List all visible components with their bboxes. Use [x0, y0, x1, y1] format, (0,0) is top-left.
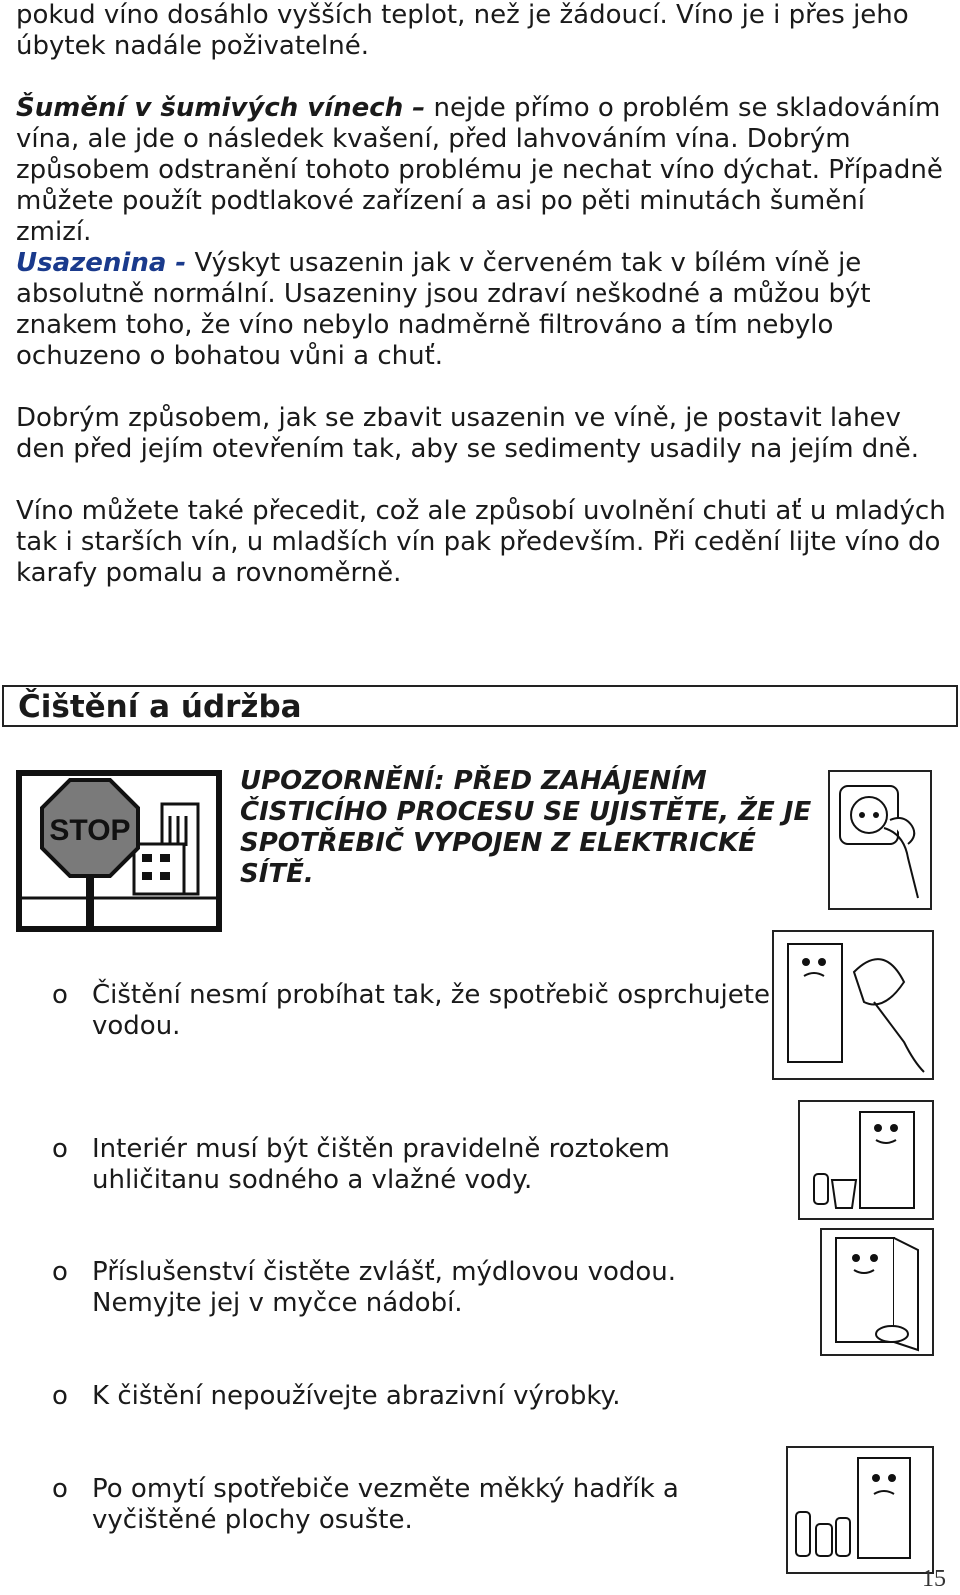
sparkling-lead: Šumění v šumivých vínech – [16, 93, 426, 123]
list-item [52, 1474, 772, 1536]
bullet-text: Příslušenství čistěte zvlášť, mýdlovou vodou. Nemyjte jej v myčce nádobí. [92, 1257, 677, 1318]
bullet-mark: o [52, 980, 68, 1010]
bullet-mark: o [52, 1381, 68, 1411]
section-heading-box [2, 685, 958, 727]
list-item [52, 1134, 772, 1196]
accessories-cleaning-illustration [820, 1228, 934, 1356]
stop-sign-icon [22, 776, 216, 926]
paragraph-temperature: pokud víno dosáhlo vyšších teplot, než je žádoucí. Víno je i přes jeho úbytek nadále poživatelné. [16, 0, 909, 61]
paragraph-remove-sediment: Dobrým způsobem, jak se zbavit usazenin ve víně, je postavit lahev den před jejím otevřením tak, aby se sedimenty usadily na jejím dně. [16, 403, 920, 464]
bullet-mark: o [52, 1257, 68, 1287]
list-item [52, 1381, 772, 1412]
sediment-text: Výskyt usazenin jak v červeném tak v bílém víně je absolutně normální. Usazeniny jsou zdraví neškodné a můžou být znakem toho, že víno nebylo nadměrně filtrováno a tím nebylo ochuzeno o bohatou vůni a chuť. [16, 248, 871, 371]
paragraph-sediment [16, 248, 946, 372]
interior-cleaning-illustration [798, 1100, 934, 1220]
unplug-illustration [828, 770, 932, 910]
socket-plug-icon [830, 772, 930, 908]
fridge-shower-icon [774, 932, 932, 1078]
fridge-bucket-icon [800, 1102, 932, 1218]
sediment-lead: Usazenina - [16, 248, 187, 278]
drying-illustration [786, 1446, 934, 1574]
stop-label: STOP [49, 814, 131, 847]
section-title: Čištění a údržba [18, 689, 302, 725]
bullet-text: K čištění nepoužívejte abrazivní výrobky. [92, 1381, 621, 1411]
paragraph-sparkling [16, 93, 946, 248]
shower-illustration [772, 930, 934, 1080]
sparkling-text: nejde přímo o problém se skladováním vína, ale jde o následek kvašení, před lahvováním vína. Dobrým způsobem odstranění tohoto problému je nechat víno dýchat. Případně můžete použít podtlakové zařízení a asi po pěti minutách šumění zmizí. [16, 93, 943, 247]
paragraph-decant: Víno můžete také přecedit, což ale způsobí uvolnění chuti ať u mladých tak i starších vín, u mladších vín pak především. Při cedění lijte víno do karafy pomalu a rovnoměrně. [16, 496, 946, 588]
bullet-text: Interiér musí být čištěn pravidelně roztokem uhličitanu sodného a vlažné vody. [92, 1134, 670, 1195]
bullet-text: Po omytí spotřebiče vezměte měkký hadřík a vyčištěné plochy osušte. [92, 1474, 679, 1535]
bullet-mark: o [52, 1474, 68, 1504]
page-number: 15 [922, 1566, 946, 1592]
stop-sign-illustration [16, 770, 222, 932]
list-item [52, 980, 772, 1042]
fridge-open-icon [822, 1230, 932, 1354]
warning-text: UPOZORNĚNÍ: PŘED ZAHÁJENÍM ČISTICÍHO PROCESU SE UJISTĚTE, ŽE JE SPOTŘEBIČ VYPOJEN Z ELEKTRICKÉ SÍTĚ. [240, 766, 812, 889]
fridge-sad-icon [788, 1448, 932, 1572]
list-item [52, 1257, 772, 1319]
bullet-mark: o [52, 1134, 68, 1164]
bullet-text: Čištění nesmí probíhat tak, že spotřebič osprchujete vodou. [92, 980, 770, 1041]
